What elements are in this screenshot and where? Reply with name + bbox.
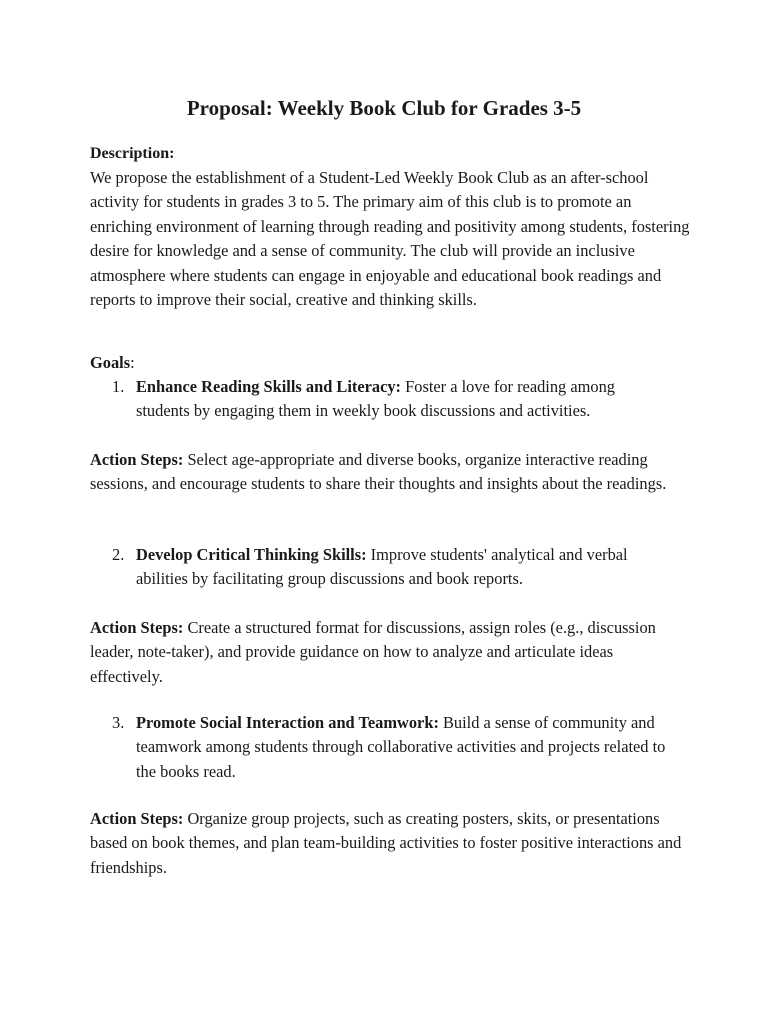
action-steps-3 (90, 807, 690, 880)
goal-heading: Enhance Reading Skills and Literacy: (136, 377, 402, 396)
action-steps-1 (90, 448, 690, 497)
goal-body (136, 375, 672, 424)
goal-text: Build a sense of community and teamwork among students through collaborative activities and projects related to the books read. (136, 713, 666, 781)
action-steps-text: Select age-appropriate and diverse books, organize interactive reading sessions, and encourage students to share their thoughts and insights about the readings. (90, 450, 667, 494)
action-steps-text: Create a structured format for discussions, assign roles (e.g., discussion leader, note-taker), and provide guidance on how to analyze and articulate ideas effectively. (90, 618, 656, 686)
document-title: Proposal: Weekly Book Club for Grades 3-5 (186, 96, 582, 120)
action-steps-text: Organize group projects, such as creating posters, skits, or presentations based on book themes, and plan team-building activities to foster positive interactions and friendships. (90, 809, 682, 877)
goal-number: 1. (112, 377, 125, 396)
action-steps-label: Action Steps: (90, 809, 184, 828)
goals-label (90, 351, 135, 375)
goal-heading: Promote Social Interaction and Teamwork: (136, 713, 439, 732)
description-paragraph: We propose the establishment of a Student-Led Weekly Book Club as an after-school activity for students in grades 3 to 5. The primary aim of this club is to promote an enriching environment of learning through reading and positivity among students, fostering desire for knowledge and a sense of community. The club will provide an inclusive atmosphere where students can engage in enjoyable and educational book readings and reports to improve their social, creative and thinking skills. (90, 168, 690, 310)
goal-body (136, 711, 672, 784)
goal-number: 2. (112, 545, 125, 564)
goal-heading: Develop Critical Thinking Skills: (136, 545, 367, 564)
goals-label-colon: : (130, 353, 135, 372)
goal-body (136, 543, 672, 592)
description-label: Description: (90, 145, 175, 162)
goals-label-text: Goals (90, 353, 131, 372)
goal-item-3 (112, 711, 672, 784)
action-steps-label: Action Steps: (90, 618, 184, 637)
goal-item-2 (112, 543, 672, 592)
goal-item-1 (112, 375, 672, 424)
goal-number: 3. (112, 713, 125, 732)
action-steps-label: Action Steps: (90, 450, 184, 469)
goal-text: Foster a love for reading among students by engaging them in weekly book discussions and activities. (136, 377, 615, 421)
goal-text: Improve students' analytical and verbal abilities by facilitating group discussions and book reports. (136, 545, 628, 589)
action-steps-2 (90, 616, 690, 689)
